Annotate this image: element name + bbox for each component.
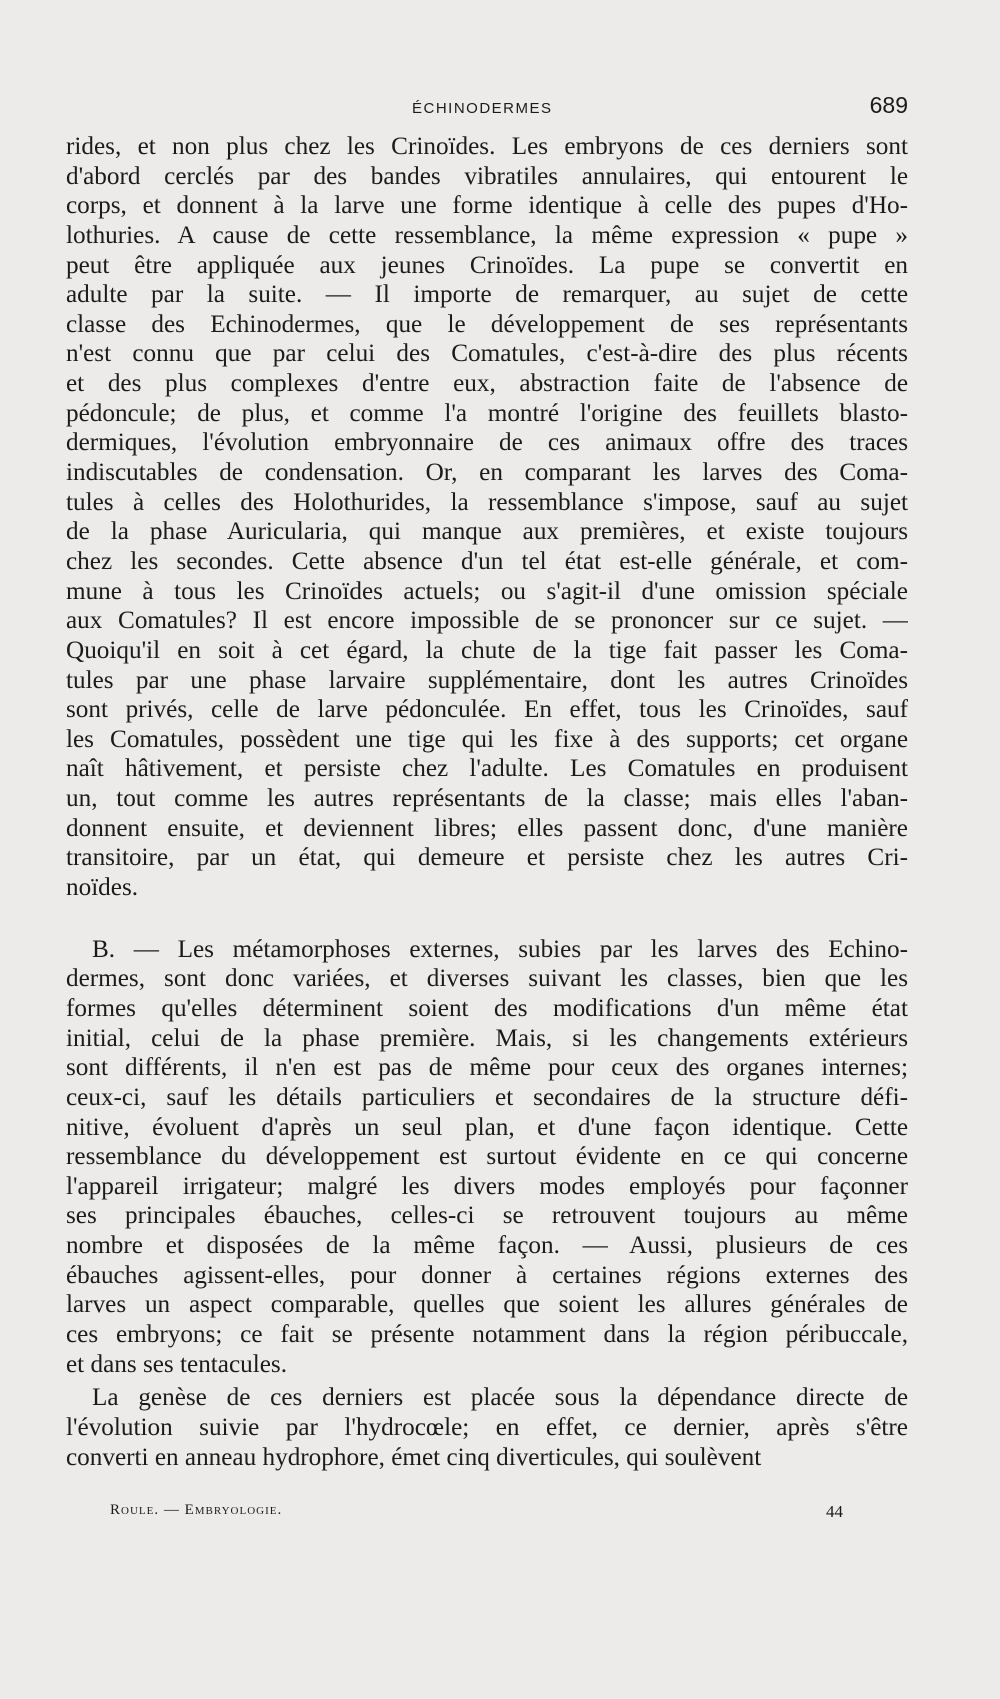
text-line: adulte par la suite. — Il importe de remarquer, au sujet de cette [66, 281, 908, 309]
text-line: l'évolution suivie par l'hydrocœle; en effet, ce dernier, après s'être [66, 1413, 908, 1441]
page-number: 689 [869, 92, 908, 118]
page-footer [0, 1502, 1000, 1530]
text-line: pédoncule; de plus, et comme l'a montré l'origine des feuillets blasto- [66, 399, 908, 427]
text-line: et des plus complexes d'entre eux, abstraction faite de l'absence de [66, 370, 908, 398]
text-line: l'appareil irrigateur; malgré les divers modes employés pour façonner [66, 1172, 908, 1200]
text-line: sont privés, celle de larve pédonculée. En effet, tous les Crinoïdes, sauf [66, 696, 908, 724]
text-line: ces embryons; ce fait se présente notamment dans la région péribuccale, [66, 1320, 908, 1348]
text-line: nombre et disposées de la même façon. — Aussi, plusieurs de ces [66, 1232, 908, 1260]
text-line: La genèse de ces derniers est placée sous la dépendance directe de [92, 1384, 908, 1412]
author-title-credit: Roule. — Embryologie. [110, 1502, 283, 1518]
text-line: tules à celles des Holothurides, la ressemblance s'impose, sauf au sujet [66, 488, 908, 516]
text-line: formes qu'elles déterminent soient des modifications d'un même état [66, 994, 908, 1022]
text-line: classe des Echinodermes, que le développement de ses représentants [66, 310, 908, 338]
paragraph-gap [66, 903, 908, 935]
text-line: lothuries. A cause de cette ressemblance, la même expression « pupe » [66, 221, 908, 249]
text-line: n'est connu que par celui des Comatules, c'est-à-dire des plus récents [66, 340, 908, 368]
text-line: les Comatules, possèdent une tige qui les fixe à des supports; cet organe [66, 725, 908, 753]
text-line: mune à tous les Crinoïdes actuels; ou s'agit-il d'une omission spéciale [66, 577, 908, 605]
text-line: Quoiqu'il en soit à cet égard, la chute de la tige fait passer les Coma- [66, 636, 908, 664]
text-line: corps, et donnent à la larve une forme identique à celle des pupes d'Ho- [66, 192, 908, 220]
text-line: rides, et non plus chez les Crinoïdes. Les embryons de ces derniers sont [66, 133, 908, 160]
text-line: et dans ses tentacules. [66, 1350, 288, 1378]
text-line: ébauches agissent-elles, pour donner à certaines régions externes des [66, 1261, 908, 1289]
text-line: dermes, sont donc variées, et diverses suivant les classes, bien que les [66, 965, 908, 993]
text-line: noïdes. [66, 874, 139, 902]
text-line: dermiques, l'évolution embryonnaire de ces animaux offre des traces [66, 429, 908, 457]
text-line: B. — Les métamorphoses externes, subies par les larves des Echino- [92, 935, 908, 963]
text-line: indiscutables de condensation. Or, en comparant les larves des Coma- [66, 459, 908, 487]
text-line: nitive, évoluent d'après un seul plan, et d'une façon identique. Cette [66, 1113, 908, 1141]
text-line: un, tout comme les autres représentants de la classe; mais elles l'aban- [66, 785, 908, 813]
text-line: converti en anneau hydrophore, émet cinq diverticules, qui soulèvent [66, 1443, 762, 1471]
body-text [66, 132, 908, 1472]
text-line: aux Comatules? Il est encore impossible de se prononcer sur ce sujet. — [66, 607, 908, 635]
paragraph [66, 132, 908, 903]
paragraph [66, 935, 908, 1380]
signature-mark: 44 [826, 1502, 843, 1521]
text-line: ressemblance du développement est surtout évidente en ce qui concerne [66, 1143, 908, 1171]
text-line: naît hâtivement, et persiste chez l'adulte. Les Comatules en produisent [66, 755, 908, 783]
running-title: ÉCHINODERMES [412, 100, 553, 117]
text-line: ceux-ci, sauf les détails particuliers et secondaires de la structure défi- [66, 1083, 908, 1111]
text-line: peut être appliquée aux jeunes Crinoïdes. La pupe se convertit en [66, 251, 908, 279]
text-line: initial, celui de la phase première. Mais, si les changements extérieurs [66, 1024, 908, 1052]
text-line: chez les secondes. Cette absence d'un tel état est-elle générale, et com- [66, 547, 908, 575]
text-line: transitoire, par un état, qui demeure et persiste chez les autres Cri- [66, 844, 908, 872]
text-line: sont différents, il n'en est pas de même pour ceux des organes internes; [66, 1054, 908, 1082]
text-line: larves un aspect comparable, quelles que soient les allures générales de [66, 1291, 908, 1319]
text-line: d'abord cerclés par des bandes vibratiles annulaires, qui entourent le [66, 162, 908, 190]
text-line: donnent ensuite, et deviennent libres; elles passent donc, d'une manière [66, 814, 908, 842]
text-line: tules par une phase larvaire supplémentaire, dont les autres Crinoïdes [66, 666, 908, 694]
running-header [0, 92, 1000, 122]
text-line: de la phase Auricularia, qui manque aux premières, et existe toujours [66, 518, 908, 546]
text-line: ses principales ébauches, celles-ci se retrouvent toujours au même [66, 1202, 908, 1230]
paragraph [66, 1383, 908, 1472]
